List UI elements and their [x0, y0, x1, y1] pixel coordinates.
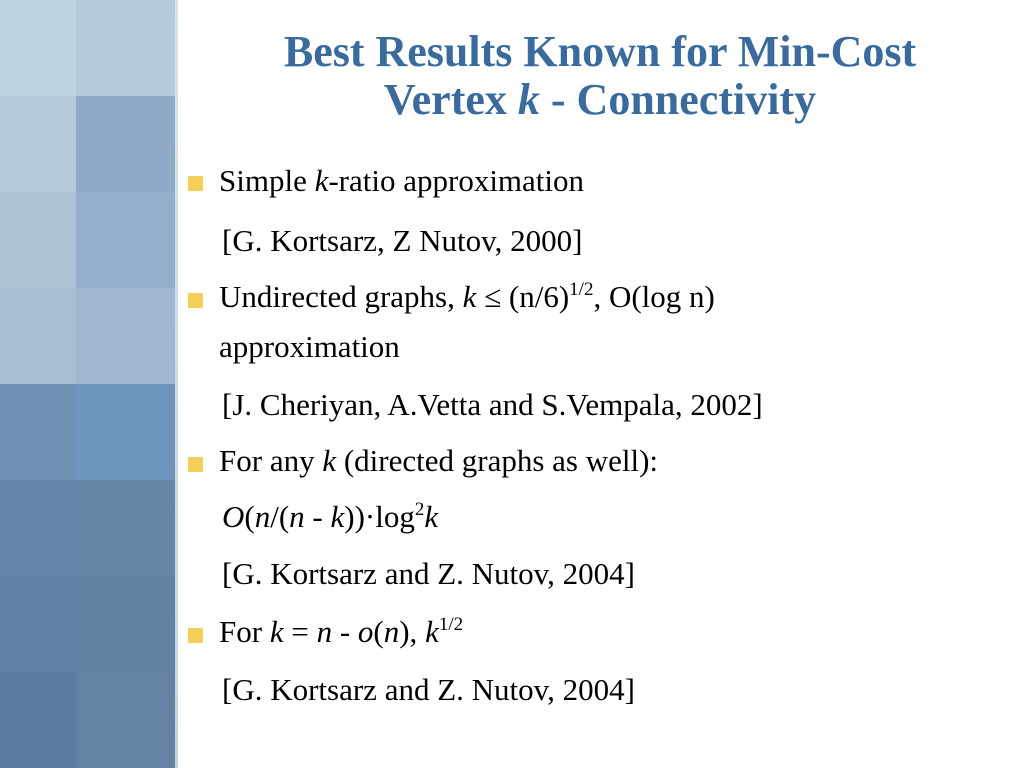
panel-tile [76, 672, 175, 768]
panel-tile [0, 480, 76, 576]
math-variable: o [357, 614, 374, 649]
exponent: 2 [414, 499, 425, 520]
title-line-2 [185, 76, 1015, 124]
math-symbol: ( [373, 614, 384, 649]
exponent: 1/2 [438, 614, 464, 635]
exponent: 1/2 [569, 279, 594, 300]
citation-4: [G. Kortsarz and Z. Nutov, 2004] [222, 672, 635, 707]
panel-tile [76, 192, 175, 288]
math-variable: O [222, 499, 245, 534]
math-symbol: ), [399, 614, 426, 649]
item-text: Simple [219, 163, 315, 198]
panel-tile [0, 0, 76, 96]
title-line-1: Best Results Known for Min-Cost [283, 27, 917, 76]
item-text: , O(log n) [593, 279, 715, 314]
citation-1: [G. Kortsarz, Z Nutov, 2000] [222, 223, 583, 258]
math-symbol: /( [270, 499, 290, 534]
math-variable: k [322, 443, 337, 478]
item-text: Undirected graphs, [219, 279, 463, 314]
panel-tile [0, 96, 76, 192]
slide-title [185, 28, 1015, 124]
bullet-square-icon [188, 176, 203, 191]
title-suffix: - Connectivity [539, 75, 817, 124]
panel-tile [0, 576, 76, 672]
item-text: (directed graphs as well): [336, 443, 659, 478]
math-variable: k [425, 614, 439, 649]
math-symbol: - [304, 499, 331, 534]
citation-2: [J. Cheriyan, A.Vetta and S.Vempala, 2002] [222, 387, 763, 422]
panel-tile [0, 384, 76, 480]
math-variable: n [254, 499, 271, 534]
citation-3: [G. Kortsarz and Z. Nutov, 2004] [222, 556, 635, 591]
math-variable: k [269, 614, 284, 649]
panel-tile [0, 192, 76, 288]
math-variable: n [383, 614, 400, 649]
title-variable-k: k [517, 75, 540, 124]
formula [222, 499, 438, 535]
math-variable: k [424, 499, 439, 534]
item-text: For any [219, 443, 323, 478]
math-symbol: - [332, 614, 358, 649]
item-text: For [219, 614, 270, 649]
panel-tile [76, 0, 175, 96]
item-text: ≤ (n/6) [476, 279, 570, 314]
panel-tile [76, 288, 175, 384]
panel-edge [175, 0, 178, 768]
math-symbol: ))·log [344, 499, 415, 534]
math-variable: k [330, 499, 345, 534]
math-symbol: ( [244, 499, 255, 534]
math-variable: n [289, 499, 305, 534]
item-text: -ratio approximation [328, 163, 585, 198]
math-variable: k [462, 279, 477, 314]
bullet-item-4 [219, 614, 463, 650]
panel-tile [76, 96, 175, 192]
bullet-item-3 [219, 443, 658, 479]
math-symbol: = [283, 614, 317, 649]
panel-tile [0, 288, 76, 384]
bullet-item-2-continuation: approximation [219, 329, 400, 364]
title-prefix: Vertex [383, 75, 518, 124]
decorative-side-panel [0, 0, 175, 768]
bullet-item-2 [219, 279, 715, 315]
math-variable: k [314, 163, 329, 198]
panel-tile [76, 480, 175, 576]
bullet-square-icon [188, 628, 203, 643]
panel-tile [0, 672, 76, 768]
bullet-item-1 [219, 163, 584, 199]
panel-tile [76, 576, 175, 672]
math-variable: n [316, 614, 333, 649]
bullet-square-icon [188, 457, 203, 472]
panel-tile [76, 384, 175, 480]
bullet-square-icon [188, 293, 203, 308]
